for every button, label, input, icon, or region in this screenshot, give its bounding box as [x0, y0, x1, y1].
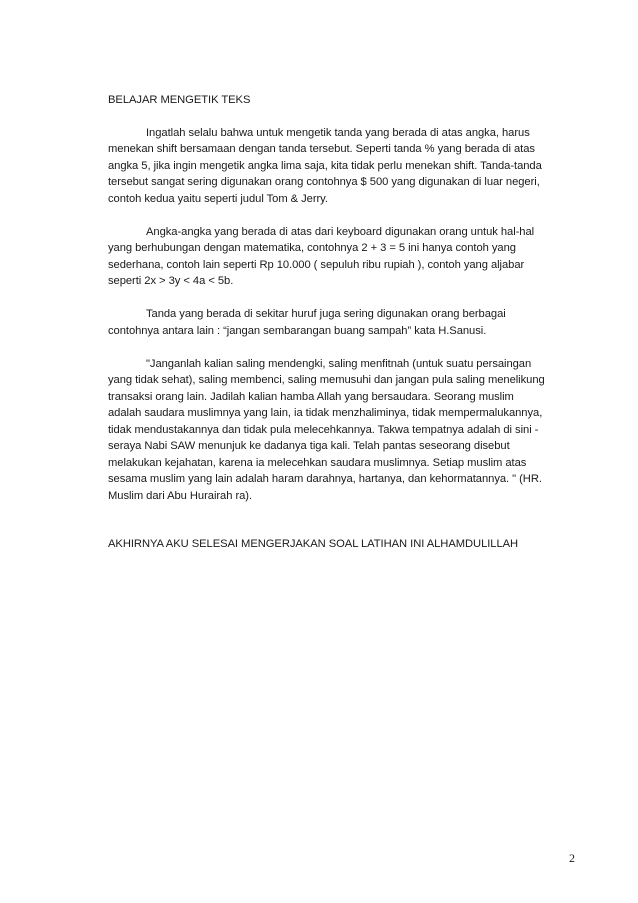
paragraph-shift-keys: Ingatlah selalu bahwa untuk mengetik tanda yang berada di atas angka, harus menekan shift bersamaan dengan tanda tersebut. Seperti tanda % yang berada di atas angka 5, jika ingin mengetik angka lima saja, kita tidak perlu menekan shift. Tanda-tanda tersebut sangat sering digunakan orang contohnya $ 500 yang digunakan di luar negeri, contoh kedua yaitu seperti judul Tom & Jerry. — [108, 126, 542, 205]
page-number: 2 — [569, 851, 575, 865]
paragraph-letter-symbols: Tanda yang berada di sekitar huruf juga sering digunakan orang berbagai contohnya antara lain : “jangan sembarangan buang sampah” kata H.Sanusi. — [108, 308, 506, 337]
closing-statement: AKHIRNYA AKU SELESAI MENGERJAKAN SOAL LATIHAN INI ALHAMDULILLAH — [108, 538, 519, 550]
document-heading: BELAJAR MENGETIK TEKS — [108, 94, 251, 106]
paragraph-number-keys: Angka-angka yang berada di atas dari keyboard digunakan orang untuk hal-hal yang berhubungan dengan matematika, contohnya 2 + 3 = 5 ini hanya contoh yang sederhana, contoh lain seperti Rp 10.000 ( sepuluh ribu rupiah ), contoh yang aljabar seperti 2x > 3y < 4a < 5b. — [108, 225, 535, 287]
document-body — [108, 92, 548, 553]
paragraph-hadith-quote: "Janganlah kalian saling mendengki, saling menfitnah (untuk suatu persaingan yang tidak sehat), saling membenci, saling memusuhi dan jangan pula saling menelikung transaksi orang lain. Jadilah kalian hamba Allah yang bersaudara. Seorang muslim adalah saudara muslimnya yang lain, ia tidak menzhaliminya, tidak mempermalukannya, tidak mendustakannya dan tidak pula melecehkannya. Takwa tempatnya adalah di sini -seraya Nabi SAW menunjuk ke dadanya tiga kali. Telah pantas seseorang disebut melakukan kejahatan, karena ia melecehkan saudara muslimnya. Setiap muslim atas sesama muslim yang lain adalah haram darahnya, hartanya, dan kehormatannya. " (HR. Muslim dari Abu Hurairah ra). — [108, 357, 545, 502]
